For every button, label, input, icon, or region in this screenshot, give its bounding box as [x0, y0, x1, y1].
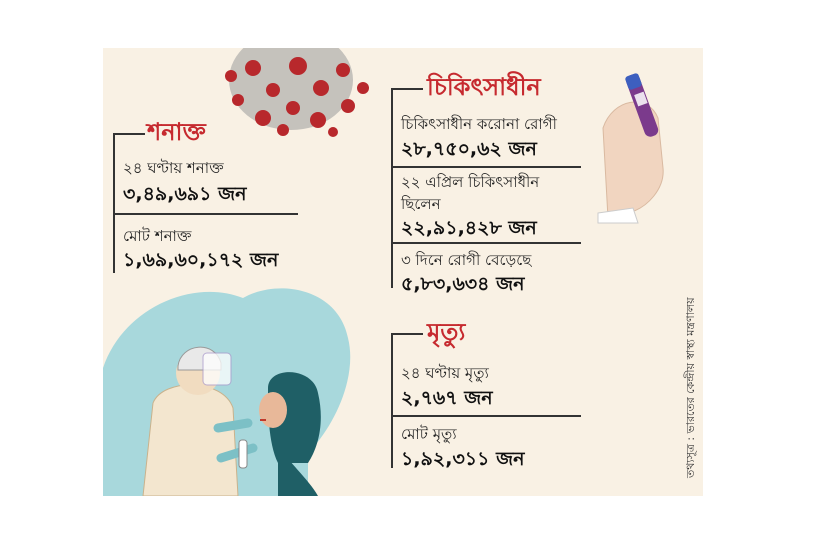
deaths-divider — [391, 415, 581, 417]
deaths-heading: মৃত্যু — [427, 318, 466, 346]
deaths-total-label: মোট মৃত্যু — [401, 425, 457, 443]
deaths-total-value: ১,৯২,৩১১ জন — [401, 448, 525, 470]
coronavirus-icon — [225, 48, 369, 137]
deaths-day-label: ২৪ ঘণ্টায় মৃত্যু — [401, 364, 489, 382]
treatment-divider-2 — [391, 242, 581, 244]
treatment-divider-1 — [391, 166, 581, 168]
treatment-heading: চিকিৎসাধীন — [427, 73, 541, 101]
detected-day-label: ২৪ ঘণ্টায় শনাক্ত — [123, 159, 224, 177]
treatment-current-value: ২৮,৭৫০,৬২ জন — [401, 138, 537, 160]
detected-total-label: মোট শনাক্ত — [123, 227, 192, 245]
treatment-april-label-line2: ছিলেন — [401, 195, 441, 213]
treatment-increase-label: ৩ দিনে রোগী বেড়েছে — [401, 251, 532, 269]
detected-heading-line — [115, 133, 145, 135]
detected-total-value: ১,৬৯,৬০,১৭২ জন — [123, 249, 279, 271]
detected-divider — [113, 213, 298, 215]
detected-heading: শনাক্ত — [147, 118, 206, 146]
deaths-day-value: ২,৭৬৭ জন — [401, 387, 493, 409]
detected-day-value: ৩,৪৯,৬৯১ জন — [123, 183, 247, 205]
detected-vertical-line — [113, 133, 115, 273]
treatment-current-label: চিকিৎসাধীন করোনা রোগী — [401, 115, 557, 133]
treatment-vertical-line — [391, 88, 393, 288]
test-tube-icon — [598, 73, 663, 223]
deaths-vertical-line — [391, 333, 393, 468]
source-text: তথ্যসূত্র : ভারতের কেন্দ্রীয় স্বাস্থ্য মন্ত্রণালয় — [684, 297, 697, 478]
treatment-increase-value: ৫,৮৩,৬৩৪ জন — [401, 273, 525, 295]
deaths-heading-line — [393, 333, 423, 335]
treatment-heading-line — [393, 88, 423, 90]
infographic-card — [103, 48, 703, 496]
treatment-april-label-line1: ২২ এপ্রিল চিকিৎসাধীন — [401, 173, 540, 191]
treatment-april-value: ২২,৯১,৪২৮ জন — [401, 217, 537, 239]
